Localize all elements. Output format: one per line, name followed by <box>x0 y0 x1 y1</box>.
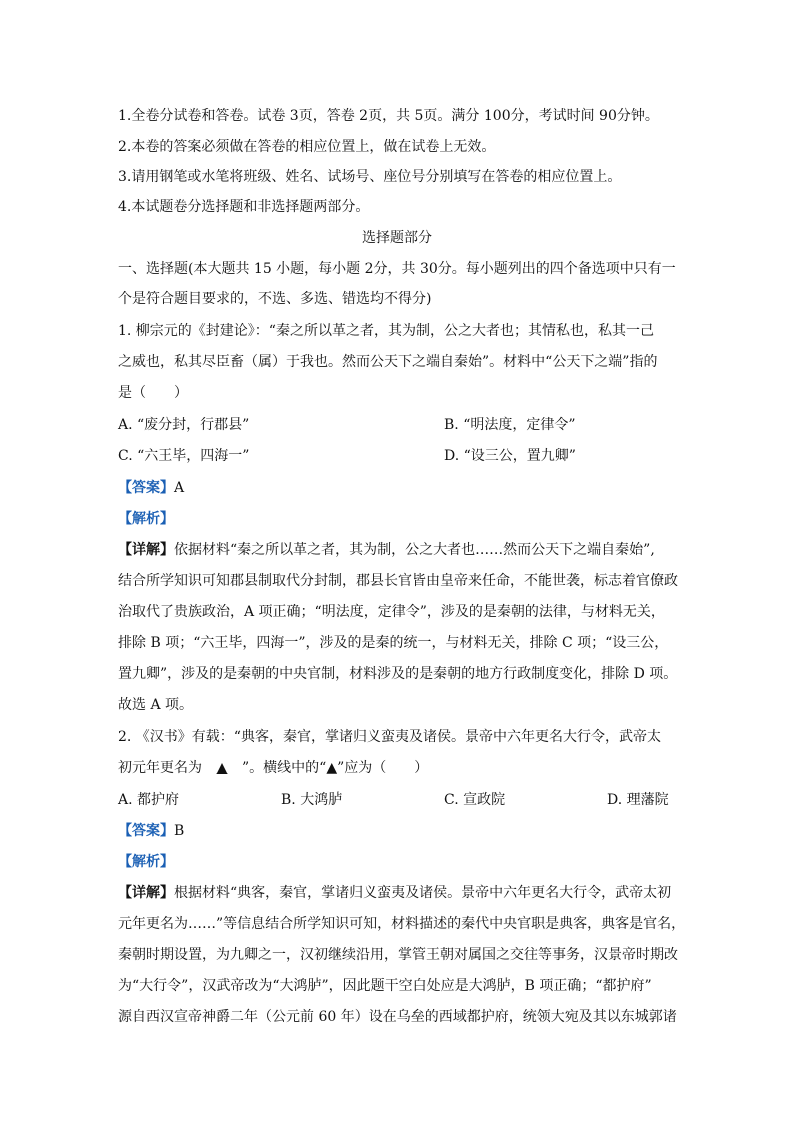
q2-detail-text-1: 根据材料“典客，秦官，掌诸归义蛮夷及诸侯。景帝中六年更名大行令，武帝太初 <box>174 885 672 901</box>
q2-detail-1 <box>118 884 678 902</box>
q1-detail-text-1: 依据材料“秦之所以革之者，其为制，公之大者也……然而公天下之端自秦始”, <box>174 542 655 558</box>
q2-answer-value: B <box>174 823 185 839</box>
q1-answer <box>118 479 678 497</box>
q2-option-d: D. 理藩院 <box>607 792 669 808</box>
q1-detail-5: 置九卿”，涉及的是秦朝的中央官制，材料涉及的是秦朝的地方行政制度变化，排除 D 项。 <box>118 666 678 682</box>
section-intro-2: 个是符合题目要求的，不选、多选、错选均不得分) <box>118 291 432 307</box>
q2-stem-2-pre: 初元年更名为 <box>118 760 202 776</box>
q1-option-d: D. “设三公，置九卿” <box>444 448 576 464</box>
q1-option-b: B. “明法度，定律令” <box>444 417 576 433</box>
q1-detail-tag: 【详解】 <box>118 542 174 558</box>
q2-stem-2-post: ”。横线中的“▲”应为（ ） <box>242 760 429 776</box>
q2-detail-5: 源自西汉宣帝神爵二年（公元前 60 年）设在乌垒的西域都护府，统领大宛及其以东城郭诸 <box>118 1009 677 1025</box>
q1-detail-6: 故选 A 项。 <box>118 697 194 713</box>
q1-analysis-tag: 【解析】 <box>118 511 174 527</box>
q2-answer <box>118 822 678 840</box>
note-2: 2.本卷的答案必须做在答卷的相应位置上，做在试卷上无效。 <box>118 139 496 155</box>
q1-detail-2: 结合所学知识可知郡县制取代分封制，郡县长官皆由皇帝来任命，不能世袭，标志着官僚政 <box>118 573 678 589</box>
q1-option-a: A. “废分封，行郡县” <box>118 417 250 433</box>
q2-answer-tag: 【答案】 <box>118 823 174 839</box>
q2-detail-4: 为“大行令”，汉武帝改为“大鸿胪”，因此题干空白处应是大鸿胪，B 项正确；“都护府” <box>118 978 652 994</box>
q2-option-c: C. 宣政院 <box>444 792 506 808</box>
q2-analysis-tag: 【解析】 <box>118 854 174 870</box>
q2-option-b: B. 大鸿胪 <box>281 792 343 808</box>
q2-stem-1: 2. 《汉书》有载：“典客，秦官，掌诸归义蛮夷及诸侯。景帝中六年更名大行令，武帝太 <box>118 729 661 745</box>
q2-detail-tag: 【详解】 <box>118 885 174 901</box>
note-3: 3.请用钢笔或水笔将班级、姓名、试场号、座位号分别填写在答卷的相应位置上。 <box>118 169 622 185</box>
note-4: 4.本试题卷分选择题和非选择题两部分。 <box>118 199 370 215</box>
q1-stem-2: 之威也，私其尽臣畜（属）于我也。然而公天下之端自秦始”。材料中“公天下之端”指的 <box>118 354 658 370</box>
q2-detail-2: 元年更名为……”等信息结合所学知识可知，材料描述的秦代中央官职是典客，典客是官名， <box>118 916 686 932</box>
q1-answer-tag: 【答案】 <box>118 480 174 496</box>
q1-answer-value: A <box>174 480 185 496</box>
q1-stem-1: 1. 柳宗元的《封建论》：“秦之所以革之者，其为制，公之大者也；其情私也，私其一己 <box>118 323 654 339</box>
section-intro-1: 一、选择题(本大题共 15 小题，每小题 2分，共 30分。每小题列出的四个备选项中只有一 <box>118 261 676 277</box>
section-title: 选择题部分 <box>362 230 432 246</box>
q1-option-c: C. “六王毕，四海一” <box>118 448 250 464</box>
q2-stem-2 <box>118 759 678 777</box>
q1-detail-3: 治取代了贵族政治，A 项正确；“明法度，定律令”，涉及的是秦朝的法律，与材料无关， <box>118 604 665 620</box>
q2-blank: ▲ <box>216 760 228 776</box>
note-1: 1.全卷分试卷和答卷。试卷 3页，答卷 2页，共 5页。满分 100分，考试时间 90分钟。 <box>118 108 659 124</box>
q2-detail-3: 秦朝时期设置，为九卿之一，汉初继续沿用，掌管王朝对属国之交往等事务，汉景帝时期改 <box>118 947 678 963</box>
q1-detail-1 <box>118 541 678 559</box>
q2-option-a: A. 都护府 <box>118 792 180 808</box>
q1-detail-4: 排除 B 项；“六王毕，四海一”，涉及的是秦的统一，与材料无关，排除 C 项；“设三公， <box>118 635 669 651</box>
q1-stem-3: 是（ ） <box>118 385 188 401</box>
